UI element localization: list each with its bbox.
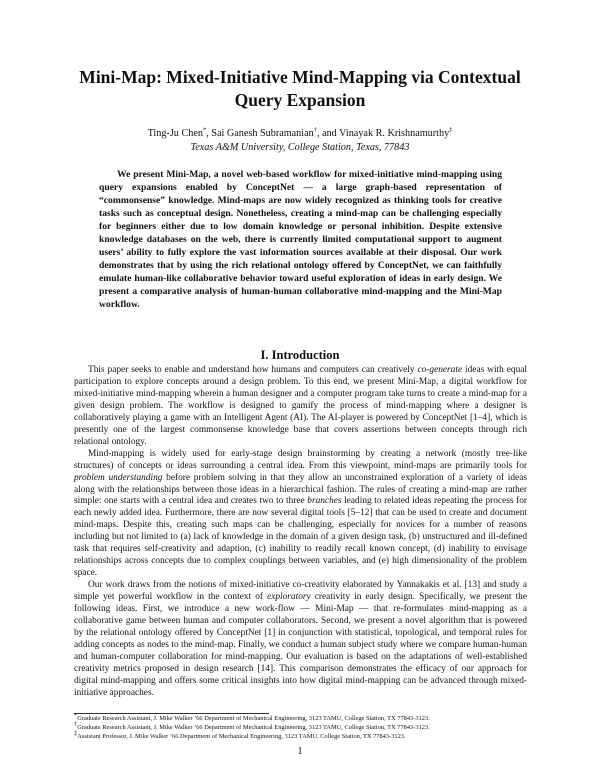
author-name: Ting-Ju Chen bbox=[147, 128, 203, 139]
footnote bbox=[74, 729, 534, 742]
footnote-mark: ‡ bbox=[74, 729, 78, 737]
footnote-mark: † bbox=[74, 720, 78, 728]
text-run: Mind-mapping is widely used for early-stage design brainstorming by creating a network (mostly tree-like structures) of concepts or ideas surrounding a central idea. From this viewpoint, mind-maps are primarily tools for bbox=[74, 448, 527, 471]
affiliation: Texas A&M University, College Station, Texas, 77843 bbox=[190, 142, 410, 153]
emphasis-text: problem understanding bbox=[74, 472, 163, 483]
author-mark: * bbox=[202, 126, 207, 134]
text-run: This paper seeks to enable and understand how humans and computers can creatively bbox=[88, 365, 418, 375]
footnote-text: Graduate Research Assistant, J. Mike Walker ’66 Department of Mechanical Engineering, 3123 TAMU, College Station, TX 77843-3123. bbox=[77, 715, 430, 722]
footnote bbox=[74, 720, 534, 733]
footnotes bbox=[74, 711, 534, 741]
footnote-mark: * bbox=[74, 711, 78, 719]
section-body bbox=[74, 365, 527, 700]
title-line-1: Mini-Map: Mixed-Initiative Mind-Mapping via Contextual bbox=[79, 67, 521, 87]
emphasis-text: exploratory bbox=[267, 592, 311, 603]
paragraph-3 bbox=[74, 580, 527, 700]
emphasis-text: co-generate bbox=[417, 365, 463, 375]
text-run: before problem solving in that they allow an unconstrained exploration of a variety of ideas along with the relationships between those ideas in a hierarchical fashion. The rules of creating a mind-map are rather simple: one starts with a central idea and creates two to three bbox=[74, 472, 527, 507]
paragraph-2 bbox=[74, 449, 527, 580]
paragraph-1 bbox=[74, 365, 527, 449]
text-run: Our work draws from the notions of mixed-initiative co-creativity elaborated by Yannakakis et al. [13] and study a simple yet powerful workflow in the context of bbox=[74, 580, 527, 603]
text-run: ideas with equal participation to explore concepts around a design problem. To this end, we present Mini-Map, a digital workflow for mixed-initiative mind-mapping wherein a human designer and a computer program take turns to create a mind-map for a given design problem. The workflow is designed to gamify the process of mind-mapping where a designer is collaboratively playing a game with an Intelligent Agent (AI). The AI-player is powered by ConceptNet [1–4], which is presently one of the largest commonsense knowledge base that covers assertions between concepts through rich relational ontology. bbox=[74, 365, 527, 447]
section-heading-introduction: I. Introduction bbox=[260, 348, 340, 362]
emphasis-text: branches bbox=[307, 496, 342, 507]
page-number: 1 bbox=[297, 746, 303, 757]
footnote-rule bbox=[74, 713, 269, 714]
author-mark: ‡ bbox=[449, 126, 453, 134]
author-separator: , bbox=[206, 128, 212, 139]
footnote-text: Graduate Research Assistant, J. Mike Walker ’66 Department of Mechanical Engineering, 3123 TAMU, College Station, TX 77843-3123. bbox=[77, 723, 430, 731]
footnote-text: Assistant Professor, J. Mike Walker ’66 Department of Mechanical Engineering, 3123 TAMU, College Station, TX 77843-3123. bbox=[77, 732, 406, 740]
text-run: creativity in early design. Specifically, we present the following ideas. First, we introduce a new work-flow — Mini-Map — that re-formulates mind-mapping as a collaborative game between human and computer collaborators. Second, we present a novel algorithm that is powered by the relational ontology offered by ConceptNet [1] in conjunction with statistical, topological, and temporal rules for adding concepts as nodes to the mind-map. Finally, we conduct a human subject study where we compare human-human and human-computer collaboration for mind-mapping. Our evaluation is based on the adaptations of well-established creativity metrics proposed in design research [14]. This comparison demonstrates the efficacy of our approach for digital mind-mapping and offers some critical insights into how digital mind-mapping can be advanced through mixed-initiative approaches. bbox=[74, 592, 527, 698]
author-list bbox=[60, 127, 540, 140]
title-line-2: Query Expansion bbox=[234, 90, 366, 110]
author-name: Vinayak R. Krishnamurthy bbox=[339, 128, 450, 139]
author-mark: † bbox=[313, 126, 317, 134]
abstract: We present Mini-Map, a novel web-based workflow for mixed-initiative mind-mapping using query expansions enabled by ConceptNet — a large graph-based representation of “commonsense” knowledge. Mind-maps are now widely recognized as thinking tools for creative tasks such as conceptual design. Nonetheless, creating a mind-map can be challenging especially for beginners either due to low domain knowledge or personal inhibition. Despite extensive knowledge databases on the web, there is currently limited computational support to augment users’ ability to fully explore the vast information sources available at their disposal. Our work demonstrates that by using the rich relational ontology offered by ConceptNet, we can faithfully emulate human-like collaborative behavior toward useful exploration of ideas in early design. We present a comparative analysis of human-human collaborative mind-mapping and the Mini-Map workflow. bbox=[99, 169, 502, 311]
author-conjunction: , and bbox=[316, 128, 340, 139]
paper-title bbox=[60, 66, 540, 112]
footnote bbox=[74, 711, 534, 724]
text-run: leading to related ideas repeating the process for each newly added idea. Furthermore, there are now several digital tools [5–12] that can be used to create and document mind-maps. Despite this, creating such maps can be challenging, especially for novices for a number of reasons including but not limited to (a) lack of knowledge in the domain of a given design task, (b) unstructured and ill-defined task that requires self-creativity and adaption, (c) inability to readily recall known concept, (d) inability to envisage relationships across concepts due to complex couplings between variables, and (e) high dimensionality of the problem space. bbox=[74, 496, 527, 579]
author-name: Sai Ganesh Subramanian bbox=[211, 128, 314, 139]
